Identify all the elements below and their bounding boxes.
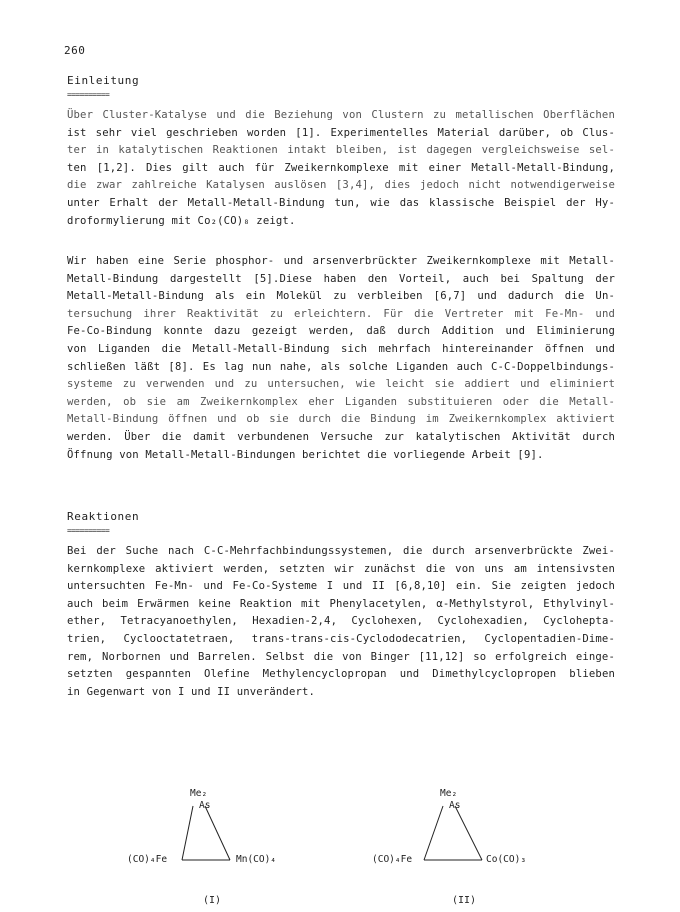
text-line: unter Erhalt der Metall-Metall-Bindung tun, wie das klassische Beispiel der Hy-	[67, 196, 615, 209]
text-line: tersuchung ihrer Reaktivität zu erleichtern. Für die Vertreter mit Fe-Mn- und	[67, 307, 615, 320]
section-heading-reaktionen: Reaktionen	[67, 510, 140, 523]
bridge-arsenic-label: As	[199, 800, 211, 811]
text-line: droformylierung mit Co₂(CO)₈ zeigt.	[67, 214, 296, 227]
structure-label: (II)	[452, 895, 477, 906]
text-line: in Gegenwart von I und II unverändert.	[67, 685, 316, 698]
text-line: Öffnung von Metall-Metall-Bindungen berichtet die vorliegende Arbeit [9].	[67, 448, 544, 461]
section-heading-einleitung: Einleitung	[67, 74, 140, 87]
text-line: Metall-Bindung öffnen und ob sie durch die Bindung im Zweikernkomplex aktiviert	[67, 413, 615, 426]
text-line: werden. Über die damit verbundenen Versuche zur katalytischen Aktivität durch	[67, 430, 615, 443]
text-line: trien, Cyclooctatetraen, trans-trans-cis-Cyclododecatrien, Cyclopentadien-Dime-	[67, 632, 615, 645]
bond-line	[205, 806, 230, 860]
page-number: 260	[64, 44, 86, 57]
bond-line	[182, 806, 193, 860]
text-line: die zwar zahlreiche Katalysen auslösen [3,4], dies jedoch nicht notwendigerweise	[67, 179, 615, 192]
text-line: rem, Norbornen und Barrelen. Selbst die von Binger [11,12] so erfolgreich einge-	[67, 650, 615, 663]
text-line: Über Cluster-Katalyse und die Beziehung von Clustern zu metallischen Oberflächen	[67, 109, 615, 121]
text-line: systeme zu verwenden und zu untersuchen, wie leicht sie addiert und eliminiert	[67, 378, 615, 391]
text-line: werden, ob sie am Zweikernkomplex eher Liganden substituieren oder die Metall-	[67, 395, 615, 408]
text-line: schließen läßt [8]. Es lag nun nahe, als solche Liganden auch C-C-Doppelbindungs-	[67, 360, 615, 373]
text-line: Metall-Bindung dargestellt [5].Diese haben den Vorteil, auch bei Spaltung der	[67, 272, 615, 285]
left-metal-group: (CO)₄Fe	[127, 854, 168, 865]
section-underline: ==========	[67, 90, 110, 99]
text-line: Bei der Suche nach C-C-Mehrfachbindungssystemen, die durch arsenverbrückte Zwei-	[67, 545, 615, 557]
right-metal-group: Co(CO)₃	[486, 854, 527, 865]
text-line: auch beim Erwärmen keine Reaktion mit Phenylacetylen, α-Methylstyrol, Ethylvinyl-	[67, 597, 615, 610]
text-line: Metall-Metall-Bindung als ein Molekül zu verbleiben [6,7] und dadurch die Un-	[67, 290, 615, 303]
bridge-arsenic-label: As	[449, 800, 461, 811]
text-line: Fe-Co-Bindung konnte dazu gezeigt werden, daß durch Addition und Eliminierung	[67, 325, 615, 338]
bridge-methyl-label: Me₂	[440, 788, 458, 799]
text-line: Wir haben eine Serie phosphor- und arsenverbrückter Zweikernkomplexe mit Metall-	[67, 255, 615, 267]
bridge-methyl-label: Me₂	[190, 788, 208, 799]
text-line: ten [1,2]. Dies gilt auch für Zweikernkomplexe mit einer Metall-Metall-Bindung,	[67, 161, 615, 174]
section-underline: ==========	[67, 526, 110, 535]
paragraph-intro-1	[67, 107, 615, 230]
text-line: kernkomplexe aktiviert werden, setzten wir zunächst die von uns am intensivsten	[67, 562, 615, 575]
bond-line	[455, 806, 482, 860]
text-line: ist sehr viel geschrieben worden [1]. Experimentelles Material darüber, ob Clus-	[67, 126, 615, 139]
text-line: ether, Tetracyanoethylen, Hexadien-2,4, Cyclohexen, Cyclohexadien, Cyclohepta-	[67, 615, 615, 628]
paragraph-reactions	[67, 543, 615, 701]
bond-line	[424, 806, 443, 860]
text-line: ter in katalytischen Reaktionen intakt bleiben, ist dagegen vergleichsweise sel-	[67, 144, 615, 157]
paragraph-intro-2	[67, 253, 615, 464]
structure-label: (I)	[203, 895, 222, 906]
text-line: setzten gespannten Olefine Methylencyclopropan und Dimethylcyclopropen blieben	[67, 668, 615, 681]
text-line: von Liganden die Metall-Metall-Bindung sich mehrfach hintereinander öffnen und	[67, 342, 615, 355]
left-metal-group: (CO)₄Fe	[372, 854, 413, 865]
right-metal-group: Mn(CO)₄	[236, 854, 277, 865]
text-line: untersuchten Fe-Mn- und Fe-Co-Systeme I und II [6,8,10] ein. Sie zeigten jedoch	[67, 580, 615, 593]
